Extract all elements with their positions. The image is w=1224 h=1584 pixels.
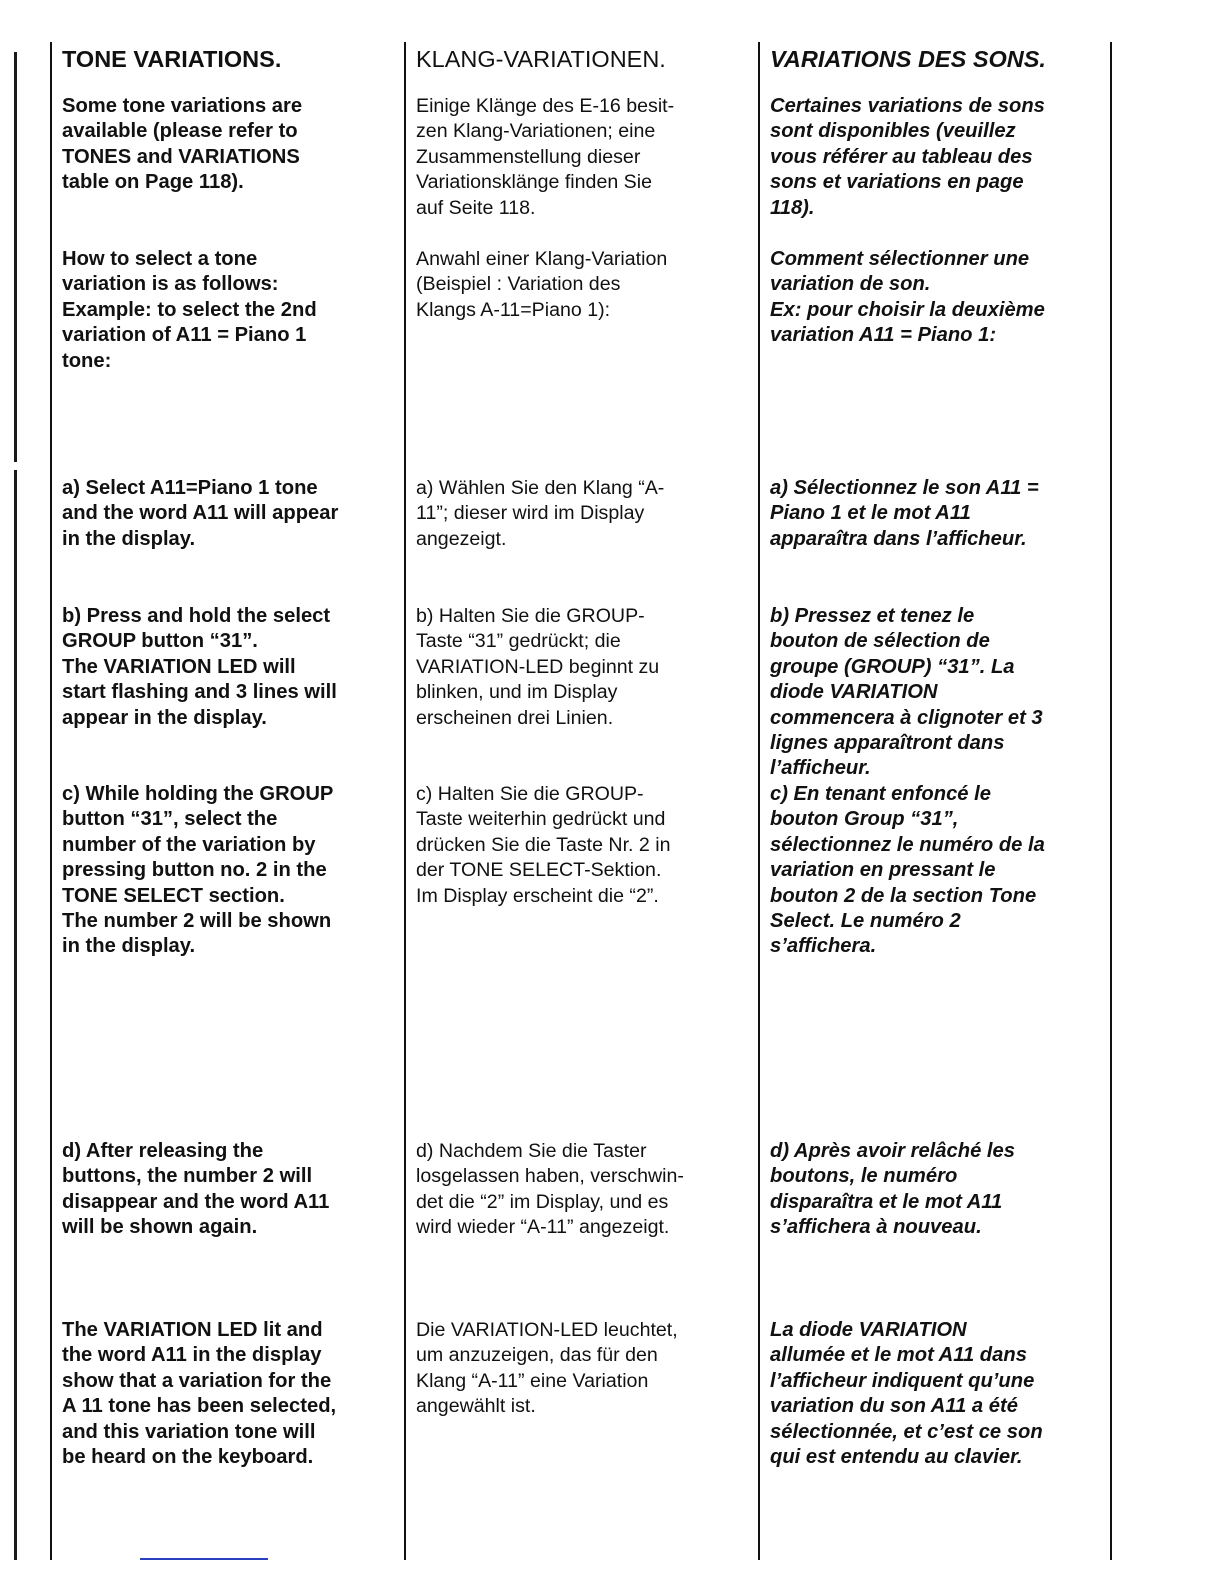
german-step-a: a) Wählen Sie den Klang “A- 11”; dieser wird im Display angezeigt. (416, 477, 665, 550)
column-rule-1 (404, 42, 406, 1560)
binding-edge-mark-bottom (14, 470, 17, 1560)
french-step-b: b) Pressez et tenez le bouton de sélection de groupe (GROUP) “31”. La diode VARIATION commencera à clignoter et 3 lignes apparaîtront dans l’afficheur. (770, 605, 1043, 780)
german-how-to: Anwahl einer Klang-Variation (Beispiel : Variation des Klangs A-11=Piano 1): (416, 248, 668, 321)
english-intro: Some tone variations are available (please refer to TONES and VARIATIONS table on Page 118). (62, 95, 303, 194)
column-rule-left (50, 42, 52, 1560)
french-step-a: a) Sélectionnez le son A11 = Piano 1 et le mot A11 apparaîtra dans l’afficheur. (770, 477, 1039, 550)
english-how-to: How to select a tone variation is as follows: Example: to select the 2nd variation of A11 = Piano 1 tone: (62, 248, 317, 372)
french-result: La diode VARIATION allumée et le mot A11 dans l’afficheur indiquent qu’une variation du son A11 a été sélectionnée, et c’est ce son qui est entendu au clavier. (770, 1319, 1043, 1469)
french-title: VARIATIONS DES SONS. (770, 46, 1046, 72)
english-step-d: d) After releasing the buttons, the number 2 will disappear and the word A11 will be shown again. (62, 1140, 330, 1239)
binding-edge-mark-top (14, 52, 17, 462)
french-step-d: d) Après avoir relâché les boutons, le numéro disparaîtra et le mot A11 s’affichera à nouveau. (770, 1140, 1015, 1239)
german-intro: Einige Klänge des E-16 besit- zen Klang-Variationen; eine Zusammenstellung dieser Variationsklänge finden Sie auf Seite 118. (416, 95, 675, 219)
english-step-c: c) While holding the GROUP button “31”, select the number of the variation by pressing button no. 2 in the TONE SELECT section. The number 2 will be shown in the display. (62, 783, 334, 958)
german-step-b: b) Halten Sie die GROUP- Taste “31” gedrückt; die VARIATION-LED beginnt zu blinken, und im Display erscheinen drei Linien. (416, 605, 660, 729)
english-title: TONE VARIATIONS. (62, 46, 282, 72)
column-rule-2 (758, 42, 760, 1560)
german-title: KLANG-VARIATIONEN. (416, 46, 666, 72)
french-step-c: c) En tenant enfoncé le bouton Group “31”, sélectionnez le numéro de la variation en pressant le bouton 2 de la section Tone Select. Le numéro 2 s’affichera. (770, 783, 1045, 958)
french-how-to: Comment sélectionner une variation de son. Ex: pour choisir la deuxième variation A11 = Piano 1: (770, 248, 1045, 347)
english-step-a: a) Select A11=Piano 1 tone and the word A11 will appear in the display. (62, 477, 339, 550)
german-step-c: c) Halten Sie die GROUP- Taste weiterhin gedrückt und drücken Sie die Taste Nr. 2 in der TONE SELECT-Sektion. Im Display erscheint die “2”. (416, 783, 671, 907)
french-intro: Certaines variations de sons sont disponibles (veuillez vous référer au tableau des sons et variations en page 118). (770, 95, 1045, 219)
english-result: The VARIATION LED lit and the word A11 in the display show that a variation for the A 11 tone has been selected, and this variation tone will be heard on the keyboard. (62, 1319, 337, 1469)
german-result: Die VARIATION-LED leuchtet, um anzuzeigen, das für den Klang “A-11” eine Variation angewählt ist. (416, 1319, 678, 1418)
english-step-b: b) Press and hold the select GROUP button “31”. The VARIATION LED will start flashing and 3 lines will appear in the display. (62, 605, 337, 729)
footer-accent-line (140, 1558, 268, 1560)
german-step-d: d) Nachdem Sie die Taster losgelassen haben, verschwin- det die “2” im Display, und es wird wieder “A-11” angezeigt. (416, 1140, 684, 1239)
column-rule-right (1110, 42, 1112, 1560)
